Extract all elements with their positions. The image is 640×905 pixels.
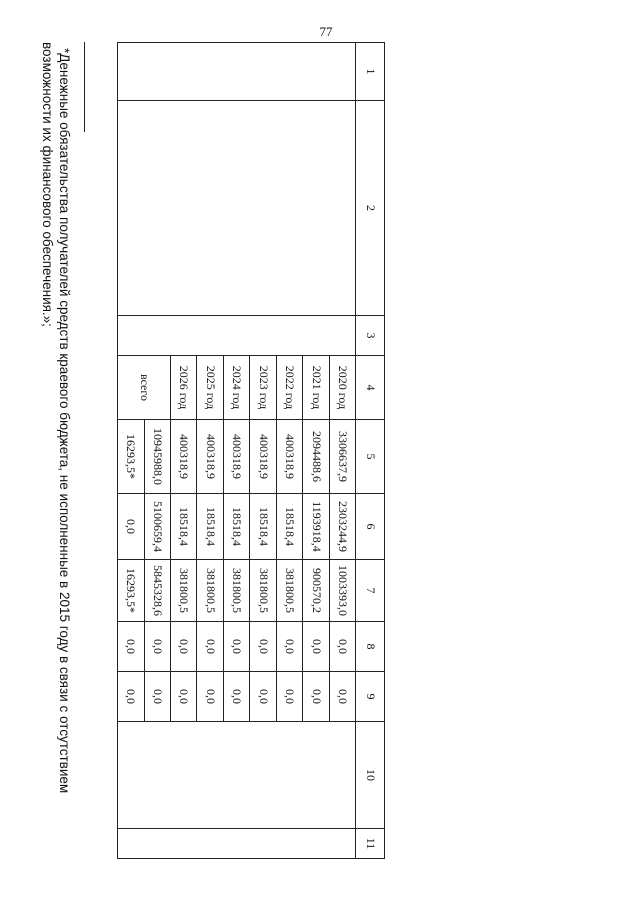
value-cell: 0,0	[250, 622, 276, 672]
value-cell: 18518,4	[171, 494, 197, 560]
col-2-cell	[118, 101, 356, 316]
page-number: 77	[319, 24, 333, 39]
value-cell: 2094488,6	[303, 420, 329, 494]
value-cell: 18518,4	[197, 494, 223, 560]
value-cell: 0,0	[303, 672, 329, 722]
col-3-cell	[118, 316, 356, 356]
value-cell: 381800,5	[197, 560, 223, 622]
value-cell: 400318,9	[197, 420, 223, 494]
value-cell: 0,0	[276, 622, 302, 672]
value-cell: 0,0	[118, 672, 145, 722]
budget-table	[117, 42, 385, 859]
col-1-cell	[118, 43, 356, 101]
value-cell: 5100659,4	[144, 494, 170, 560]
value-cell: 18518,4	[223, 494, 249, 560]
table-row	[329, 43, 355, 859]
value-cell: 1003393,0	[329, 560, 355, 622]
footnote	[39, 42, 73, 858]
year-cell: 2021 год	[303, 356, 329, 420]
value-cell: 16293,5*	[118, 420, 145, 494]
header-cell-6: 6	[356, 494, 385, 560]
value-cell: 400318,9	[223, 420, 249, 494]
value-cell: 0,0	[171, 622, 197, 672]
value-cell: 381800,5	[223, 560, 249, 622]
year-cell: 2025 год	[197, 356, 223, 420]
value-cell: 0,0	[223, 672, 249, 722]
value-cell: 0,0	[171, 672, 197, 722]
value-cell: 400318,9	[171, 420, 197, 494]
footnote-line: возможности их финансового обеспечения.»;	[40, 42, 55, 327]
header-cell-10: 10	[356, 722, 385, 829]
value-cell: 0,0	[197, 672, 223, 722]
value-cell: 0,0	[197, 622, 223, 672]
value-cell: 3306637,9	[329, 420, 355, 494]
total-label-cell: всего	[118, 356, 171, 420]
value-cell: 0,0	[144, 672, 170, 722]
header-cell-1: 1	[356, 43, 385, 101]
value-cell: 18518,4	[276, 494, 302, 560]
header-cell-7: 7	[356, 560, 385, 622]
value-cell: 10945988,0	[144, 420, 170, 494]
value-cell: 2303244,9	[329, 494, 355, 560]
year-cell: 2026 год	[171, 356, 197, 420]
header-cell-4: 4	[356, 356, 385, 420]
value-cell: 0,0	[118, 622, 145, 672]
value-cell: 1193918,4	[303, 494, 329, 560]
footnote-divider	[84, 42, 85, 132]
value-cell: 400318,9	[276, 420, 302, 494]
header-cell-3: 3	[356, 316, 385, 356]
value-cell: 18518,4	[250, 494, 276, 560]
value-cell: 0,0	[118, 494, 145, 560]
value-cell: 381800,5	[250, 560, 276, 622]
value-cell: 381800,5	[171, 560, 197, 622]
header-cell-11: 11	[356, 829, 385, 859]
footnote-line: *Денежные обязательства получателей средств краевого бюджета, не исполненные в 2015 году в связи с отсутствием	[57, 48, 72, 794]
table-header-row	[356, 43, 385, 859]
year-cell: 2020 год	[329, 356, 355, 420]
header-cell-9: 9	[356, 672, 385, 722]
value-cell: 0,0	[329, 672, 355, 722]
year-cell: 2023 год	[250, 356, 276, 420]
value-cell: 381800,5	[276, 560, 302, 622]
value-cell: 0,0	[329, 622, 355, 672]
year-cell: 2024 год	[223, 356, 249, 420]
value-cell: 0,0	[276, 672, 302, 722]
value-cell: 0,0	[144, 622, 170, 672]
col-11-cell	[118, 829, 356, 859]
rotated-document-content	[5, 42, 385, 858]
col-10-cell	[118, 722, 356, 829]
value-cell: 0,0	[303, 622, 329, 672]
year-cell: 2022 год	[276, 356, 302, 420]
header-cell-8: 8	[356, 622, 385, 672]
header-cell-2: 2	[356, 101, 385, 316]
value-cell: 16293,5*	[118, 560, 145, 622]
value-cell: 900570,2	[303, 560, 329, 622]
value-cell: 5845328,6	[144, 560, 170, 622]
value-cell: 0,0	[223, 622, 249, 672]
header-cell-5: 5	[356, 420, 385, 494]
value-cell: 400318,9	[250, 420, 276, 494]
value-cell: 0,0	[250, 672, 276, 722]
